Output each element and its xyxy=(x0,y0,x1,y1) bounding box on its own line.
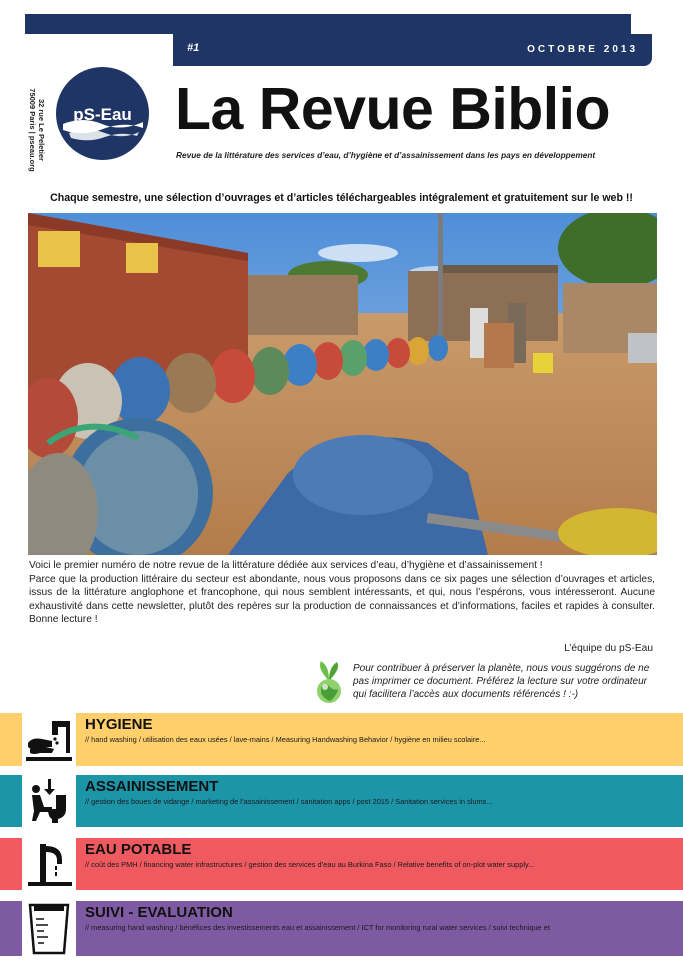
section-eau-potable[interactable] xyxy=(0,838,683,890)
issue-bar xyxy=(173,34,652,66)
pseau-logo xyxy=(55,66,150,161)
tagline: Chaque semestre, une sélection d’ouvrages et d’articles téléchargeables intégralement et gratuitement sur le web !! xyxy=(50,192,633,204)
section-assainissement[interactable] xyxy=(0,775,683,827)
intro-line-2: Parce que la production littéraire du secteur est abondante, nous vous proposons dans ce six pages une sélection d’ouvrages et articles, issus de la littérature anglophone et francophone, qui nous semblent intéressants, et qui, nous l’espérons, vous intéresseront. Aucune exhaustivité dans cette newsletter, plutôt des repères sur la production de connaissances et d’informations, faciles et rapides à consulter. Bonne lecture ! xyxy=(29,573,655,626)
logo-text: pS-Eau xyxy=(73,105,132,124)
publisher-address xyxy=(26,80,48,180)
issue-date: OCTOBRE 2013 xyxy=(527,44,638,55)
section-label: SUIVI - EVALUATION xyxy=(85,904,233,921)
water-tap-icon xyxy=(22,838,76,890)
section-suivi-evaluation[interactable] xyxy=(0,901,683,956)
handwashing-icon xyxy=(22,713,76,766)
eco-globe-icon xyxy=(312,659,346,705)
measuring-glass-icon xyxy=(22,901,76,956)
intro-text xyxy=(29,559,655,627)
section-topics: // measuring hand washing / bénéfices des investissements eau et assainissement / ICT for monitoring rural water services / suivi technique et xyxy=(85,923,550,932)
section-topics: // hand washing / utilisation des eaux usées / lave-mains / Measuring Handwashing Behavior / hygiène en milieu scolaire... xyxy=(85,735,486,744)
issue-number: #1 xyxy=(187,42,200,54)
page-subtitle: Revue de la littérature des services d’eau, d’hygiène et d’assainissement dans les pays en développement xyxy=(176,150,596,160)
page-title: La Revue Biblio xyxy=(175,76,611,142)
section-label: EAU POTABLE xyxy=(85,841,192,858)
cover-photo xyxy=(28,213,657,555)
header-top-bar xyxy=(25,14,631,34)
eco-note: Pour contribuer à préserver la planète, nous vous suggérons de ne pas imprimer ce document. Préférez la lecture sur votre ordinateur qui facilitera l’accès aux documents référencés ! :-) xyxy=(353,663,650,700)
address-text: 32 rue Le Peletier 75009 Paris | pseau.org xyxy=(28,88,46,172)
section-hygiene[interactable] xyxy=(0,713,683,766)
toilet-icon xyxy=(22,775,76,827)
section-label: ASSAINISSEMENT xyxy=(85,778,219,795)
intro-line-1: Voici le premier numéro de notre revue de la littérature dédiée aux services d’eau, d’hygiène et d’assainissement ! xyxy=(29,560,543,571)
signature: L’équipe du pS-Eau xyxy=(564,643,653,654)
section-label: HYGIENE xyxy=(85,716,153,733)
section-topics: // coût des PMH / financing water infrastructures / gestion des services d’eau au Burkina Faso / Relative benefits of on-plot water supply... xyxy=(85,860,535,869)
section-topics: // gestion des boues de vidange / marketing de l’assainissement / sanitation apps / post 2015 / Sanitation services in slums... xyxy=(85,797,493,806)
